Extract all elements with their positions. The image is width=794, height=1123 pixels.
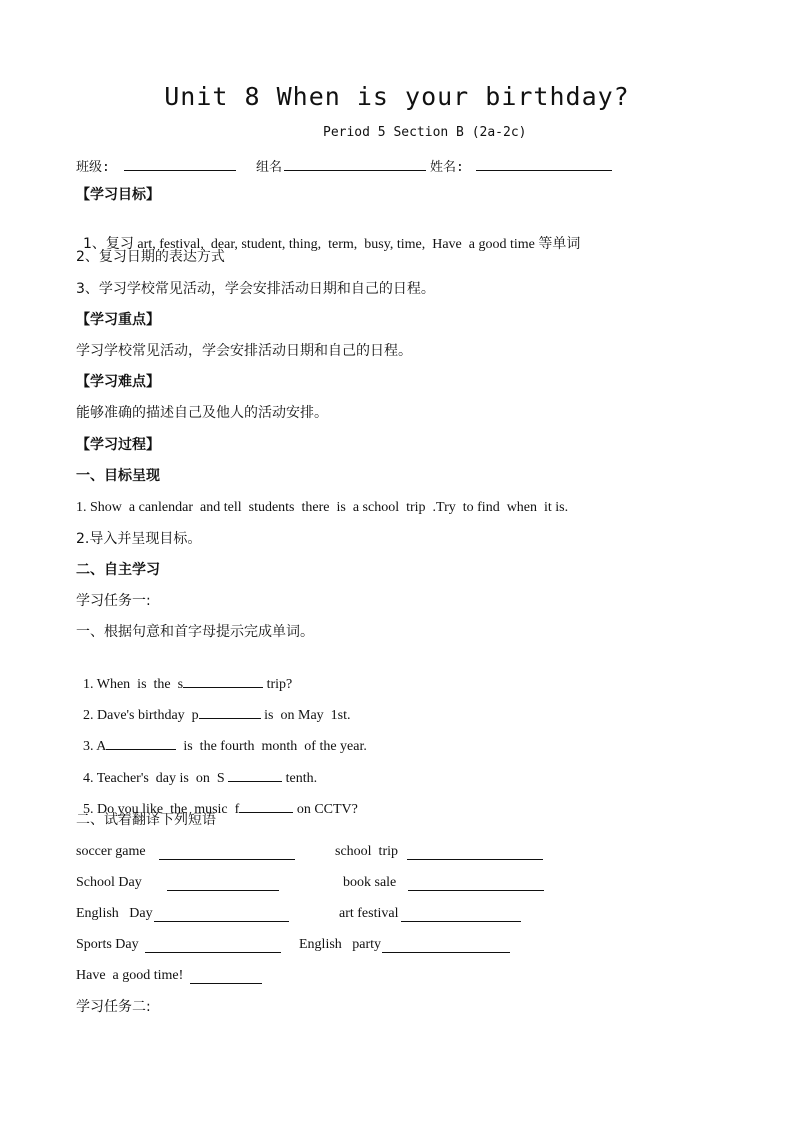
part2-heading: 二、自主学习 bbox=[76, 562, 160, 578]
objectives-heading: 【学习目标】 bbox=[76, 187, 160, 203]
phrase-5-blank[interactable] bbox=[154, 907, 289, 922]
name-blank[interactable] bbox=[476, 156, 612, 171]
objective-1-suffix: 等单词 bbox=[538, 236, 581, 252]
q5-text-a: 5. Do you like the music f bbox=[83, 802, 240, 817]
q5-text-b: on CCTV? bbox=[293, 802, 358, 817]
phrase-sports-day: Sports Day bbox=[76, 937, 139, 952]
exercise-1-heading: 一、根据句意和首字母提示完成单词。 bbox=[76, 624, 314, 640]
phrase-english-day: English Day bbox=[76, 906, 153, 921]
phrase-have-a-good-time: Have a good time! bbox=[76, 968, 184, 983]
phrase-3-blank[interactable] bbox=[167, 876, 279, 891]
group-label: 组名 bbox=[256, 160, 283, 175]
task-1-label: 学习任务一: bbox=[76, 593, 151, 609]
difficulties-text: 能够准确的描述自己及他人的活动安排。 bbox=[76, 405, 328, 421]
phrase-8-blank[interactable] bbox=[382, 938, 510, 953]
q5-blank[interactable] bbox=[239, 798, 293, 813]
phrase-school-day: School Day bbox=[76, 875, 142, 890]
q3-text-a: 3. A bbox=[83, 739, 107, 754]
q1-text-a: 1. When is the s bbox=[83, 677, 184, 692]
difficulties-heading: 【学习难点】 bbox=[76, 374, 160, 390]
phrase-6-blank[interactable] bbox=[401, 907, 521, 922]
part1-heading: 一、目标呈现 bbox=[76, 468, 160, 484]
page-title: Unit 8 When is your birthday? bbox=[164, 82, 630, 111]
exercise-2-heading: 二、试着翻译下列短语 bbox=[76, 812, 216, 828]
phrase-art-festival: art festival bbox=[339, 906, 399, 921]
group-blank[interactable] bbox=[284, 156, 426, 171]
phrase-1-blank[interactable] bbox=[159, 845, 295, 860]
phrase-book-sale: book sale bbox=[343, 875, 397, 890]
objective-item-3: 3、学习学校常见活动，学会安排活动日期和自己的日程。 bbox=[76, 281, 435, 297]
key-points-text: 学习学校常见活动，学会安排活动日期和自己的日程。 bbox=[76, 343, 412, 359]
objective-1-words: art, festival, dear, student, thing, term, busy, time, Have a good time bbox=[133, 237, 539, 252]
phrase-english-party: English party bbox=[299, 937, 382, 952]
phrase-7-blank[interactable] bbox=[145, 938, 281, 953]
name-label: 姓名: bbox=[430, 160, 464, 175]
phrase-9-blank[interactable] bbox=[190, 969, 262, 984]
key-points-heading: 【学习重点】 bbox=[76, 312, 160, 328]
phrase-2-blank[interactable] bbox=[407, 845, 543, 860]
q2-text-a: 2. Dave's birthday p bbox=[83, 708, 199, 723]
q3-blank[interactable] bbox=[106, 735, 176, 750]
step-2: 2.导入并呈现目标。 bbox=[76, 531, 202, 547]
task-2-label: 学习任务二: bbox=[76, 999, 151, 1015]
objective-1-prefix: 1、复习 bbox=[83, 236, 134, 252]
phrase-4-blank[interactable] bbox=[408, 876, 544, 891]
process-heading: 【学习过程】 bbox=[76, 437, 160, 453]
class-label: 班级: bbox=[76, 160, 110, 175]
phrase-soccer-game: soccer game bbox=[76, 844, 146, 859]
objective-item-2: 2、复习日期的表达方式 bbox=[76, 249, 225, 265]
q4-text-a: 4. Teacher's day is on S bbox=[83, 771, 229, 786]
step-1: 1. Show a canlendar and tell students there is a school trip .Try to find when it is. bbox=[76, 500, 569, 515]
class-blank[interactable] bbox=[124, 156, 236, 171]
q4-text-b: tenth. bbox=[282, 771, 318, 786]
page-subtitle: Period 5 Section B (2a-2c) bbox=[323, 125, 527, 140]
q1-text-b: trip? bbox=[263, 677, 293, 692]
phrase-school-trip: school trip bbox=[335, 844, 398, 859]
q2-text-b: is on May 1st. bbox=[260, 708, 351, 723]
q3-text-b: is the fourth month of the year. bbox=[176, 739, 367, 754]
